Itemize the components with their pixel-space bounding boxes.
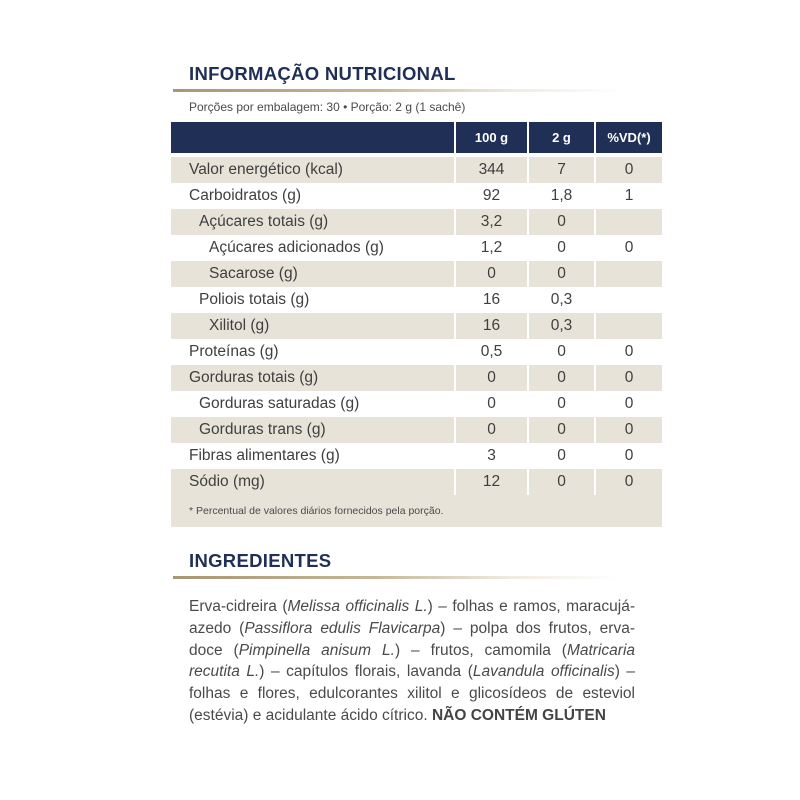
scientific-name: Lavandula officinalis <box>472 663 615 681</box>
table-row <box>171 313 662 339</box>
ingredients-text <box>189 596 635 727</box>
value-vd: 0 <box>596 157 662 183</box>
value-vd: 0 <box>624 447 634 464</box>
table-row <box>171 157 662 183</box>
nutrient-label: Xilitol (g) <box>171 313 454 339</box>
value-2g: 0,3 <box>550 291 573 308</box>
value-vd <box>596 261 662 287</box>
value-100g: 3 <box>487 447 496 464</box>
scientific-name: Matricaria recutita L. <box>189 641 636 681</box>
value-2g: 0 <box>529 261 594 287</box>
value-2g: 0 <box>529 209 594 235</box>
nutrient-label: Açúcares adicionados (g) <box>209 239 384 256</box>
value-2g: 0 <box>529 417 594 443</box>
value-100g: 12 <box>456 469 527 495</box>
value-2g: 1,8 <box>550 187 573 204</box>
nutrient-label: Proteínas (g) <box>189 343 279 360</box>
ingredient-text-segment: ) – polpa dos frutos, erva-doce ( <box>189 619 635 659</box>
value-100g: 1,2 <box>480 239 503 256</box>
portion-info: Porções por embalagem: 30 • Porção: 2 g (1 sachê) <box>189 100 466 114</box>
table-row <box>171 339 662 365</box>
table-row <box>171 417 662 443</box>
value-vd <box>596 313 662 339</box>
nutrient-label: Fibras alimentares (g) <box>189 447 340 464</box>
ingredient-text-segment: ) – folhas e ramos, maracujá-azedo ( <box>189 598 636 637</box>
nutrition-title-rule <box>173 89 623 92</box>
ingredient-text-segment: Erva-cidreira ( <box>189 598 288 615</box>
value-2g: 0 <box>557 447 566 464</box>
value-vd: 1 <box>624 187 634 204</box>
value-vd: 0 <box>596 417 662 443</box>
nutrient-label: Valor energético (kcal) <box>171 157 454 183</box>
value-vd <box>596 287 662 313</box>
table-row <box>171 365 662 391</box>
nutrition-table <box>171 122 662 527</box>
value-100g: 0 <box>487 395 496 412</box>
value-2g: 0 <box>557 395 566 412</box>
value-100g: 0 <box>456 365 527 391</box>
header-2g: 2 g <box>529 122 594 153</box>
nutrient-label: Sódio (mg) <box>171 469 454 495</box>
value-2g: 0 <box>529 365 594 391</box>
ingredient-text-segment: ) – capítulos florais, lavanda ( <box>259 663 473 681</box>
value-100g: 0 <box>456 261 527 287</box>
value-2g: 0 <box>529 469 594 495</box>
ingredients-title-rule <box>173 576 623 579</box>
nutrient-label: Poliois totais (g) <box>199 291 310 308</box>
ingredient-text-segment: ) – folhas e flores, edulcorantes xilitol e glicosídeos de esteviol (estévia) e acidulante ácido cítrico. <box>189 663 636 724</box>
nutrition-title: INFORMAÇÃO NUTRICIONAL <box>189 63 456 84</box>
header-100g: 100 g <box>456 122 527 153</box>
value-2g: 0 <box>557 239 566 256</box>
value-vd: 0 <box>596 469 662 495</box>
scientific-name: Melissa officinalis L. <box>287 598 428 615</box>
value-100g: 0,5 <box>480 343 503 360</box>
table-row <box>171 183 662 209</box>
header-vd: %VD(*) <box>596 122 662 153</box>
nutrient-label: Gorduras totais (g) <box>171 365 454 391</box>
ingredients-title: INGREDIENTES <box>189 550 332 571</box>
header-label-cell <box>171 122 454 153</box>
table-row <box>171 443 662 469</box>
nutrient-label: Açúcares totais (g) <box>171 209 454 235</box>
nutrient-label: Sacarose (g) <box>171 261 454 287</box>
table-row <box>171 391 662 417</box>
value-vd <box>596 209 662 235</box>
nutrient-label: Carboidratos (g) <box>189 187 301 204</box>
value-2g: 0 <box>557 343 566 360</box>
nutrient-label: Gorduras trans (g) <box>171 417 454 443</box>
scientific-name: Passiflora edulis Flavicarpa <box>244 619 441 637</box>
value-100g: 0 <box>456 417 527 443</box>
value-vd: 0 <box>624 239 634 256</box>
value-vd: 0 <box>624 343 634 360</box>
value-100g: 16 <box>482 291 501 308</box>
value-100g: 16 <box>456 313 527 339</box>
table-row <box>171 261 662 287</box>
value-2g: 7 <box>529 157 594 183</box>
table-header <box>171 122 662 153</box>
value-2g: 0,3 <box>529 313 594 339</box>
value-100g: 92 <box>482 187 501 204</box>
ingredient-text-segment: ) – frutos, camomila ( <box>394 641 567 659</box>
footnote: * Percentual de valores diários fornecidos pela porção. <box>171 495 662 527</box>
gluten-free-notice: NÃO CONTÉM GLÚTEN <box>431 706 606 724</box>
table-row <box>171 287 662 313</box>
value-vd: 0 <box>596 365 662 391</box>
table-row <box>171 209 662 235</box>
nutrient-label: Gorduras saturadas (g) <box>199 395 360 412</box>
value-100g: 3,2 <box>456 209 527 235</box>
value-100g: 344 <box>456 157 527 183</box>
scientific-name: Pimpinella anisum L. <box>238 641 395 659</box>
table-row <box>171 469 662 495</box>
table-row <box>171 235 662 261</box>
value-vd: 0 <box>624 395 634 412</box>
